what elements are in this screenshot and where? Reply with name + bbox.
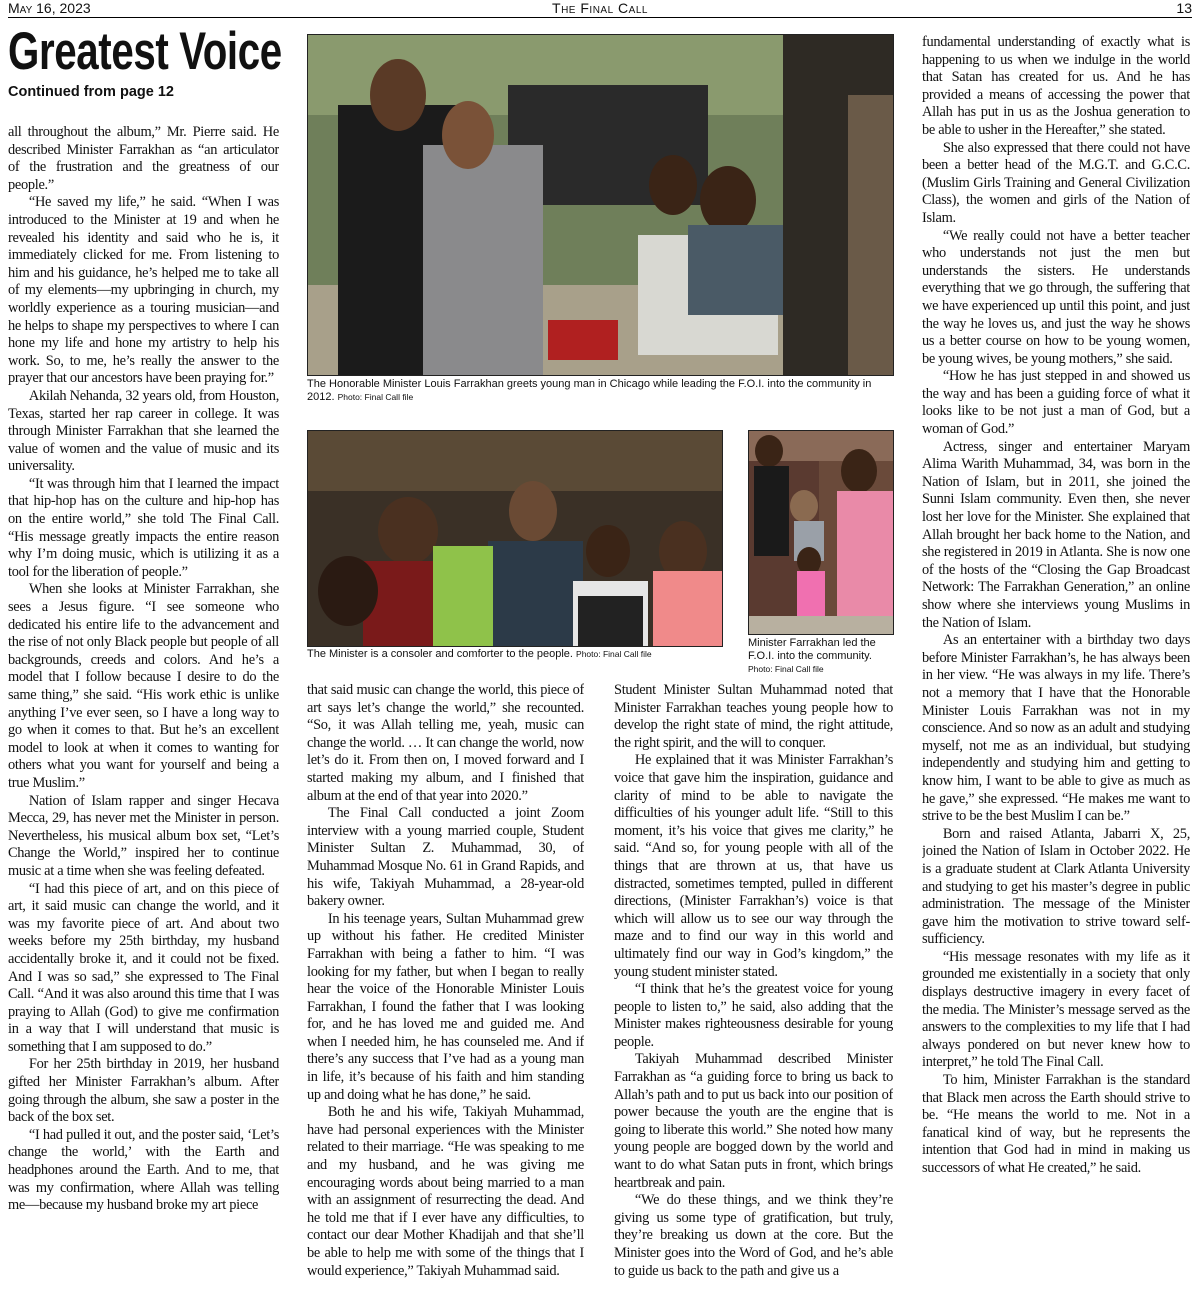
photo-credit: Photo: Final Call file bbox=[576, 649, 652, 659]
article-column-3 bbox=[614, 682, 893, 1296]
article-paragraph: “We do these things, and we think they’re giving us some type of gratification, but truly, they’re breaking us down at the core. But the Minister goes into the Word of God, and he’s able to guide us back to the path and give us a bbox=[614, 1192, 893, 1279]
article-paragraph: He explained that it was Minister Farrakhan’s voice that gave him the inspiration, guidance and clarity of mind to be able to navigate the difficulties of his younger adult life. “Still to this moment, it’s his voice that gives me clarity,” he said. “And so, for young people with all of the things that are thrown at us, that have us distracted, sometimes tempted, pulled in different directions, (Minister Farrakhan’s) voice is that which will allow us to see our way through the maze and to find our way in this world and ultimately find our way in God’s kingdom,” the young student minister stated. bbox=[614, 752, 893, 980]
page-number: 13 bbox=[1176, 0, 1192, 16]
article-paragraph: that said music can change the world, this piece of art says let’s change the world,” she recounted. “So, it was Allah telling me, yeah, music can change the world. … It can change the world, now let’s do it. From then on, I moved forward and I started making my album, and I finished that album at the end of that year into 2020.” bbox=[307, 682, 584, 804]
article-paragraph: Student Minister Sultan Muhammad noted that Minister Farrakhan teaches young people how to develop the right state of mind, the right attitude, the right spirit, and the will to conquer. bbox=[614, 682, 893, 751]
article-paragraph: Both he and his wife, Takiyah Muhammad, have had personal experiences with the Minister related to their marriage. “He was speaking to me and my husband, and he was giving me encouraging words about being married to a man with an assignment of resurrecting the dead. And he told me that if I ever have any difficulties, to contact our dear Mother Khadijah and that she’ll be able to help me with some of the things that I would experience,” Takiyah Muhammad said. bbox=[307, 1104, 584, 1279]
article-paragraph: “It was through him that I learned the impact that hip-hop has on the culture and hip-hop has on the entire world,” she told The Final Call. “His message greatly impacts the entire reason why I’m doing music, which is utilizing it as a tool for the liberation of people.” bbox=[8, 475, 279, 580]
article-paragraph: Nation of Islam rapper and singer Hecava Mecca, 29, has never met the Minister in person. Nevertheless, his musical album box set, “Let’s Change the World,” inspired her to continue music at a time when she was feeling defeated. bbox=[8, 792, 279, 879]
article-paragraph: “We really could not have a better teacher who understands not just the men but understands the sisters. He understands everything that we go through, the suffering that we have experienced up until this point, and just the way he loves us, and just the way he shows us a better course on how to be young women, be young wives, be young mothers,” she said. bbox=[922, 227, 1190, 367]
photo-community-caption bbox=[748, 637, 898, 676]
continued-line: Continued from page 12 bbox=[8, 84, 174, 100]
article-paragraph: Born and raised Atlanta, Jabarri X, 25, joined the Nation of Islam in October 2022. He is a graduate student at Clark Atlanta University and studying to get his master’s degree in public administration. The message of the Minister gave him the motivation to strive toward self-sufficiency. bbox=[922, 825, 1190, 948]
photo-handshake-caption bbox=[307, 378, 895, 404]
article-paragraph: As an entertainer with a birthday two days before Minister Farrakhan’s, he has always been in her view. “He was always in my life. There’s not a memory that I have that the Honorable Minister Louis Farrakhan was not in my conscience. And so now as an adult and studying myself, not me as an individual, but studying independently and studying him and getting to know him, I want to be able to give as much as he gave,” she expressed. “He makes me want to strive to be the best Muslim I can be.” bbox=[922, 632, 1190, 825]
article-paragraph: The Final Call conducted a joint Zoom interview with a young married couple, Student Minister Sultan Z. Muhammad, 30, of Muhammad Mosque No. 61 in Grand Rapids, and his wife, Takiyah Muhammad, a 28-year-old bakery owner. bbox=[307, 805, 584, 910]
article-paragraph: fundamental understanding of exactly what is happening to us when we indulge in the world that Satan has created for us. And he has provided a means of accessing the power that Allah has put in us as the Joshua generation to be able to usher in the Hereafter,” she stated. bbox=[922, 34, 1190, 138]
photo-handshake bbox=[307, 34, 894, 376]
photo-credit: Photo: Final Call file bbox=[748, 664, 824, 674]
photo-consoler bbox=[307, 430, 723, 647]
article-column-4 bbox=[922, 34, 1190, 1296]
article-paragraph: To him, Minister Farrakhan is the standard that Black men across the Earth should strive to be. “He means the world to me. Not in a fanatical kind of way, but he represents the intention that God had in mind in making us successors of what He created,” he said. bbox=[922, 1072, 1190, 1176]
photo-community bbox=[748, 430, 894, 635]
article-headline: Greatest Voice bbox=[8, 22, 282, 81]
article-paragraph: “He saved my life,” he said. “When I was introduced to the Minister at 19 and when he revealed his identity and said who he is, it immediately clicked for me. From listening to him and his guidance, he’s helped me to take all of my elements—my upbringing in church, my worldly experience as a touring musician—and he helps to shape my perspectives to where I can hone my life and hone my artistry to help his work. So, to me, he’s really the answer to the prayer that our ancestors have been praying for.” bbox=[8, 194, 279, 387]
issue-date: May 16, 2023 bbox=[8, 0, 91, 16]
article-paragraph: all throughout the album,” Mr. Pierre said. He described Minister Farrakhan as “an articulator of the frustration and the greatness of our people.” bbox=[8, 124, 279, 193]
publication-name: The Final Call bbox=[552, 0, 648, 16]
article-paragraph: “How he has just stepped in and showed us the way and has been a guiding force of what it looks like to be not just a man of God, but a woman of God.” bbox=[922, 368, 1190, 438]
article-paragraph: In his teenage years, Sultan Muhammad grew up without his father. He credited Minister Farrakhan with being a father to him. “I was looking for my father, but when I began to really hear the voice of the Honorable Minister Louis Farrakhan, I found the father that I was looking for, and he has loved me and guided me. And when I needed him, he has counseled me. And if there’s any success that I’ve had as a young man in life, it’s because of his faith and him standing up and doing what he has done,” he said. bbox=[307, 910, 584, 1103]
photo-credit: Photo: Final Call file bbox=[337, 392, 414, 402]
caption-text: The Honorable Minister Louis Farrakhan greets young man in Chicago while leading the F.O.I. into the community in 2012. bbox=[307, 378, 872, 403]
article-paragraph: For her 25th birthday in 2019, her husband gifted her Minister Farrakhan’s album. After going through the album, she saw a poster in the back of the box set. bbox=[8, 1056, 279, 1126]
article-paragraph: “I think that he’s the greatest voice for young people to listen to,” he said, also adding that the Minister makes righteousness desirable for young people. bbox=[614, 981, 893, 1050]
article-column-1 bbox=[8, 124, 279, 1296]
article-paragraph: Actress, singer and entertainer Maryam Alima Warith Muhammad, 34, was born in the Nation of Islam, but in 2011, she joined the Sunni Islam community. Even then, she never lost her love for the Minister. She explained that Allah brought her back home to the Nation, and she registered in 2019 in Atlanta. She is now one of the hosts of the “Closing the Gap Broadcast Network: The Farrakhan Generation,” an online show where she interviews young Muslims in the Nation of Islam. bbox=[922, 438, 1190, 631]
article-paragraph: Akilah Nehanda, 32 years old, from Houston, Texas, started her rap career in college. It was through Minister Farrakhan that she learned the value of women and the value of music and its universality. bbox=[8, 387, 279, 475]
article-paragraph: She also expressed that there could not have been a better head of the M.G.T. and G.C.C. (Muslim Girls Training and General Civilization Class), the women and girls of the Nation of Islam. bbox=[922, 139, 1190, 226]
article-paragraph: Takiyah Muhammad described Minister Farrakhan as “a guiding force to bring us back to Allah’s path and to put us back into our position of power because the youth are the engine that is going to liberate this world.” She noted how many young people are bogged down by the world and want to do what Satan puts in front, which brings heartbreak and pain. bbox=[614, 1051, 893, 1191]
article-paragraph: “His message resonates with my life as it grounded me existentially in a society that only displays destructive imagery in every facet of the media. The Minister’s message served as the answers to the complexities to my life that I had always pondered on but never knew how to interpret,” he told The Final Call. bbox=[922, 948, 1190, 1071]
caption-text: Minister Farrakhan led the F.O.I. into the community. bbox=[748, 637, 876, 662]
photo-consoler-caption bbox=[307, 648, 721, 661]
article-paragraph: When she looks at Minister Farrakhan, she sees a Jesus figure. “I see someone who dedicated his entire life to the advancement and the rise of not only Black people but people of all backgrounds, creeds and colors. And he’s a model that I follow because I desire to do the same thing,” she said. “His work ethic is unlike anything I’ve ever seen, so I have a long way to go when it comes to that. But he’s an excellent model to look at when it comes to wanting for others what you want for yourself and being a true Muslim.” bbox=[8, 581, 279, 791]
caption-text: The Minister is a consoler and comforter to the people. bbox=[307, 648, 573, 660]
article-column-2 bbox=[307, 682, 584, 1296]
article-paragraph: “I had this piece of art, and on this piece of art, it said music can change the world, and it was my favorite piece of art. And about two weeks before my 25th birthday, my husband accidentally broke it, and it could not be fixed. And I was so sad,” she expressed to The Final Call. “And it was also around this time that I was praying to Allah (God) to give me confirmation in a way that I will understand that music is something that I am supposed to do.” bbox=[8, 880, 279, 1055]
article-paragraph: “I had pulled it out, and the poster said, ‘Let’s change the world,’ with the Earth and headphones around the Earth. And to me, that was my confirmation, where Allah was telling me—because my husband broke my art piece bbox=[8, 1126, 279, 1214]
page-header bbox=[8, 0, 1192, 18]
